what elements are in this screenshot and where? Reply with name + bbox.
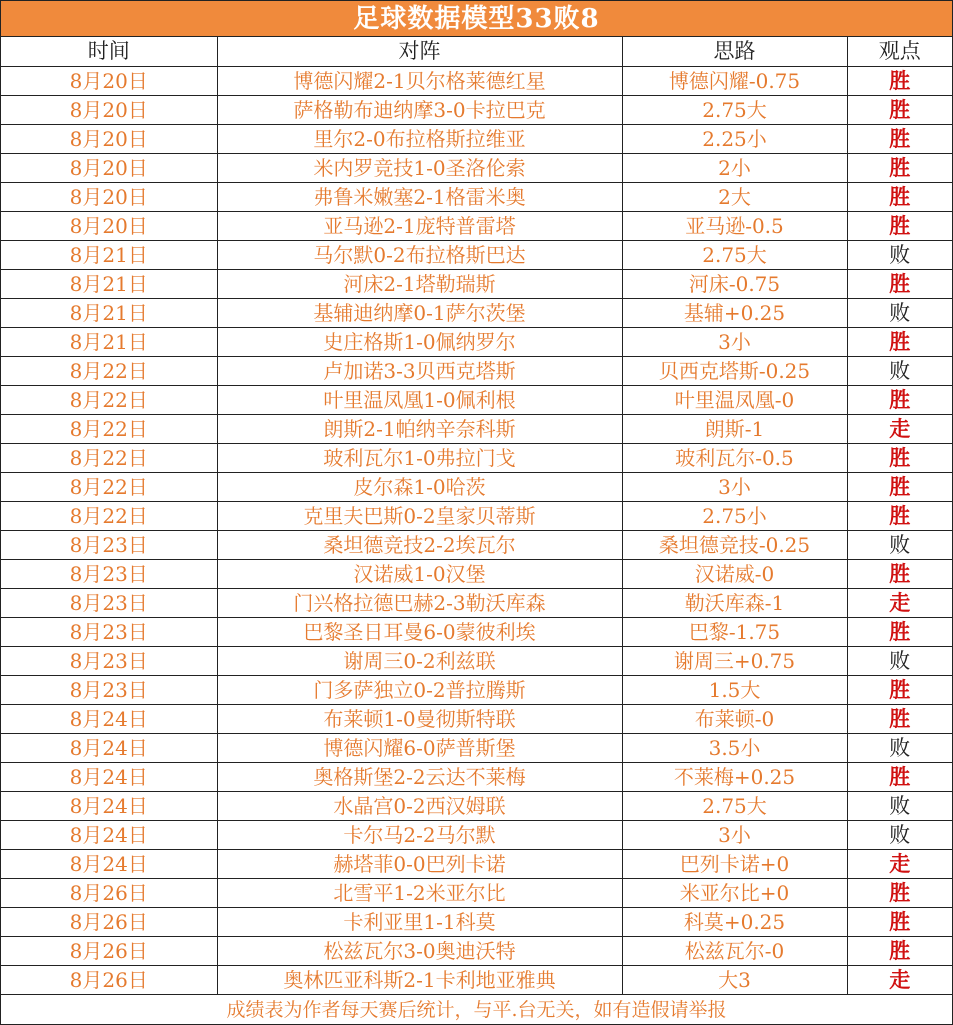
cell-result: 胜 [847,472,952,501]
cell-match: 朗斯2-1帕纳辛奈科斯 [217,414,622,443]
cell-tip: 汉诺威-0 [622,559,847,588]
cell-result: 胜 [847,327,952,356]
table-row [1,704,952,733]
cell-tip: 2.25小 [622,124,847,153]
table-row [1,385,952,414]
cell-date: 8月23日 [1,530,217,559]
cell-match: 克里夫巴斯0-2皇家贝蒂斯 [217,501,622,530]
cell-tip: 勒沃库森-1 [622,588,847,617]
cell-date: 8月21日 [1,327,217,356]
cell-tip: 2小 [622,153,847,182]
cell-result: 胜 [847,617,952,646]
table-row [1,298,952,327]
cell-date: 8月24日 [1,704,217,733]
cell-tip: 巴黎-1.75 [622,617,847,646]
cell-result: 败 [847,356,952,385]
cell-match: 米内罗竞技1-0圣洛伦索 [217,153,622,182]
cell-match: 史庄格斯1-0佩纳罗尔 [217,327,622,356]
table-row [1,182,952,211]
cell-date: 8月21日 [1,298,217,327]
cell-match: 河床2-1塔勒瑞斯 [217,269,622,298]
cell-tip: 桑坦德竞技-0.25 [622,530,847,559]
cell-result: 胜 [847,675,952,704]
table-row [1,327,952,356]
cell-tip: 不莱梅+0.25 [622,762,847,791]
cell-date: 8月24日 [1,762,217,791]
cell-result: 胜 [847,559,952,588]
cell-date: 8月23日 [1,646,217,675]
table-row [1,559,952,588]
cell-result: 败 [847,820,952,849]
cell-match: 北雪平1-2米亚尔比 [217,878,622,907]
cell-tip: 3小 [622,472,847,501]
cell-result: 胜 [847,907,952,936]
cell-result: 败 [847,733,952,762]
cell-date: 8月26日 [1,936,217,965]
table-row [1,733,952,762]
cell-date: 8月23日 [1,559,217,588]
cell-match: 布莱顿1-0曼彻斯特联 [217,704,622,733]
cell-match: 奥格斯堡2-2云达不莱梅 [217,762,622,791]
column-header-time: 时间 [1,37,217,66]
table-row [1,472,952,501]
cell-result: 胜 [847,762,952,791]
cell-result: 走 [847,414,952,443]
cell-match: 谢周三0-2利兹联 [217,646,622,675]
cell-date: 8月22日 [1,356,217,385]
cell-tip: 谢周三+0.75 [622,646,847,675]
table-row [1,443,952,472]
table-row [1,907,952,936]
cell-tip: 1.5大 [622,675,847,704]
cell-match: 博德闪耀6-0萨普斯堡 [217,733,622,762]
cell-tip: 亚马逊-0.5 [622,211,847,240]
cell-result: 胜 [847,878,952,907]
cell-tip: 玻利瓦尔-0.5 [622,443,847,472]
cell-date: 8月21日 [1,240,217,269]
column-header-result: 观点 [847,37,952,66]
cell-date: 8月22日 [1,472,217,501]
cell-result: 胜 [847,936,952,965]
cell-match: 皮尔森1-0哈茨 [217,472,622,501]
cell-date: 8月20日 [1,124,217,153]
cell-tip: 基辅+0.25 [622,298,847,327]
cell-date: 8月20日 [1,95,217,124]
table-row [1,153,952,182]
cell-result: 败 [847,791,952,820]
table-row [1,124,952,153]
table-row [1,849,952,878]
table-row [1,356,952,385]
cell-tip: 朗斯-1 [622,414,847,443]
cell-match: 弗鲁米嫩塞2-1格雷米奥 [217,182,622,211]
cell-tip: 叶里温凤凰-0 [622,385,847,414]
cell-match: 里尔2-0布拉格斯拉维亚 [217,124,622,153]
table-row [1,791,952,820]
cell-match: 卡尔马2-2马尔默 [217,820,622,849]
cell-match: 门多萨独立0-2普拉腾斯 [217,675,622,704]
cell-match: 桑坦德竞技2-2埃瓦尔 [217,530,622,559]
cell-match: 门兴格拉德巴赫2-3勒沃库森 [217,588,622,617]
cell-tip: 大3 [622,965,847,994]
cell-tip: 2.75大 [622,791,847,820]
cell-match: 松兹瓦尔3-0奥迪沃特 [217,936,622,965]
table-row [1,66,952,95]
cell-result: 走 [847,849,952,878]
table-row [1,646,952,675]
cell-result: 胜 [847,95,952,124]
cell-date: 8月20日 [1,211,217,240]
cell-tip: 米亚尔比+0 [622,878,847,907]
table-row [1,95,952,124]
cell-result: 胜 [847,153,952,182]
cell-tip: 松兹瓦尔-0 [622,936,847,965]
cell-match: 赫塔菲0-0巴列卡诺 [217,849,622,878]
cell-date: 8月23日 [1,588,217,617]
cell-date: 8月24日 [1,820,217,849]
cell-date: 8月26日 [1,965,217,994]
cell-result: 胜 [847,443,952,472]
table-row [1,762,952,791]
cell-result: 胜 [847,124,952,153]
results-table [1,37,952,995]
table-row [1,675,952,704]
cell-result: 走 [847,588,952,617]
cell-date: 8月26日 [1,907,217,936]
cell-result: 胜 [847,704,952,733]
cell-date: 8月24日 [1,791,217,820]
sheet-title: 足球数据模型33败8 [1,0,952,37]
cell-result: 败 [847,530,952,559]
cell-date: 8月22日 [1,443,217,472]
table-row [1,936,952,965]
cell-result: 走 [847,965,952,994]
cell-match: 基辅迪纳摩0-1萨尔茨堡 [217,298,622,327]
cell-date: 8月26日 [1,878,217,907]
cell-result: 胜 [847,66,952,95]
table-row [1,501,952,530]
table-row [1,211,952,240]
cell-match: 博德闪耀2-1贝尔格莱德红星 [217,66,622,95]
table-row [1,269,952,298]
cell-date: 8月22日 [1,414,217,443]
cell-tip: 科莫+0.25 [622,907,847,936]
cell-result: 胜 [847,211,952,240]
cell-date: 8月24日 [1,849,217,878]
cell-date: 8月22日 [1,385,217,414]
table-row [1,820,952,849]
cell-match: 萨格勒布迪纳摩3-0卡拉巴克 [217,95,622,124]
cell-result: 胜 [847,182,952,211]
column-header-tip: 思路 [622,37,847,66]
table-row [1,588,952,617]
table-body [1,66,952,994]
cell-tip: 河床-0.75 [622,269,847,298]
cell-date: 8月20日 [1,66,217,95]
table-row [1,965,952,994]
cell-tip: 博德闪耀-0.75 [622,66,847,95]
cell-tip: 巴列卡诺+0 [622,849,847,878]
cell-match: 水晶宫0-2西汉姆联 [217,791,622,820]
cell-match: 亚马逊2-1庞特普雷塔 [217,211,622,240]
table-row [1,414,952,443]
cell-match: 马尔默0-2布拉格斯巴达 [217,240,622,269]
cell-match: 玻利瓦尔1-0弗拉门戈 [217,443,622,472]
cell-match: 巴黎圣日耳曼6-0蒙彼利埃 [217,617,622,646]
cell-tip: 3小 [622,327,847,356]
cell-result: 败 [847,646,952,675]
table-header-row [1,37,952,66]
cell-result: 胜 [847,385,952,414]
cell-tip: 2.75大 [622,95,847,124]
cell-result: 败 [847,240,952,269]
cell-match: 奥林匹亚科斯2-1卡利地亚雅典 [217,965,622,994]
cell-tip: 2大 [622,182,847,211]
cell-tip: 2.75小 [622,501,847,530]
cell-result: 胜 [847,501,952,530]
cell-tip: 2.75大 [622,240,847,269]
cell-date: 8月24日 [1,733,217,762]
cell-date: 8月21日 [1,269,217,298]
cell-tip: 贝西克塔斯-0.25 [622,356,847,385]
cell-match: 卡利亚里1-1科莫 [217,907,622,936]
cell-date: 8月20日 [1,153,217,182]
table-row [1,530,952,559]
cell-date: 8月22日 [1,501,217,530]
cell-tip: 3.5小 [622,733,847,762]
cell-match: 汉诺威1-0汉堡 [217,559,622,588]
footer-note: 成绩表为作者每天赛后统计，与平.台无关，如有造假请举报 [1,995,952,1025]
cell-result: 败 [847,298,952,327]
cell-tip: 布莱顿-0 [622,704,847,733]
cell-tip: 3小 [622,820,847,849]
table-row [1,878,952,907]
cell-date: 8月23日 [1,675,217,704]
cell-date: 8月20日 [1,182,217,211]
column-header-match: 对阵 [217,37,622,66]
cell-match: 卢加诺3-3贝西克塔斯 [217,356,622,385]
cell-match: 叶里温凤凰1-0佩利根 [217,385,622,414]
cell-date: 8月23日 [1,617,217,646]
table-row [1,240,952,269]
cell-result: 胜 [847,269,952,298]
table-row [1,617,952,646]
